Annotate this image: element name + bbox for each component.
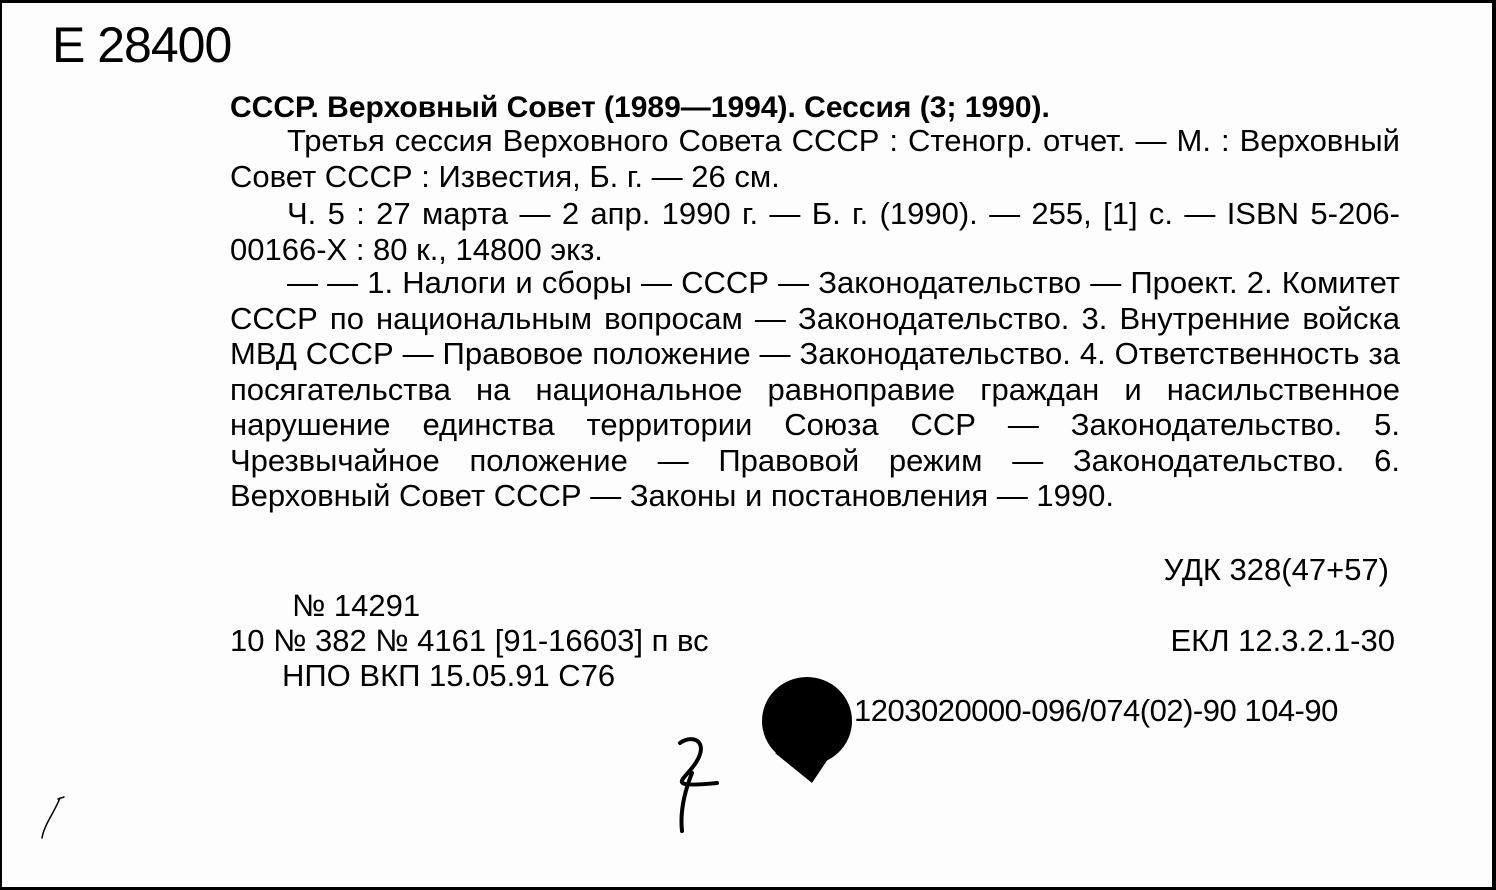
title-text: Третья сессия Верховного Совета СССР : Стеногр. отчет. — М. : Верховный Совет СССР : Известия, Б. г. — 26 см.	[230, 123, 1400, 194]
part-paragraph	[230, 196, 1400, 267]
pencil-mark-icon	[32, 793, 72, 843]
part-text: Ч. 5 : 27 марта — 2 апр. 1990 г. — Б. г. (1990). — 255, [1] с. — ISBN 5-206-00166-X : 80 к., 14800 экз.	[230, 196, 1400, 267]
title-paragraph	[230, 123, 1400, 194]
ink-blot-icon	[757, 673, 857, 783]
subjects-text: — — 1. Налоги и сборы — СССР — Законодательство — Проект. 2. Комитет СССР по национальным вопросам — Законодательство. 3. Внутренние войска МВД СССР — Правовое положение — Законодательство. 4. Ответственность за посягательства на национальное равноправие граждан и насильственное нарушение единства территории Союза ССР — Законодательство. 5. Чрезвычайное положение — Правовой режим — Законодательство. 6. Верховный Совет СССР — Законы и постановления — 1990.	[230, 265, 1400, 513]
card-heading: СССР. Верховный Совет (1989—1994). Сессия (3; 1990).	[230, 91, 1050, 124]
ekl-index: ЕКЛ 12.3.2.1-30	[1170, 623, 1395, 658]
call-number: Е 28400	[52, 17, 232, 73]
classification-code: 1203020000-096/074(02)-90 104-90	[854, 693, 1338, 728]
registration-number: № 14291	[292, 588, 421, 623]
npo-line: НПО ВКП 15.05.91 С76	[282, 658, 616, 693]
udk-index: УДК 328(47+57)	[1163, 552, 1389, 587]
order-line: 10 № 382 № 4161 [91-16603] п вс	[230, 623, 709, 658]
subjects-paragraph	[230, 265, 1400, 514]
handwritten-digit-icon	[662, 733, 732, 833]
